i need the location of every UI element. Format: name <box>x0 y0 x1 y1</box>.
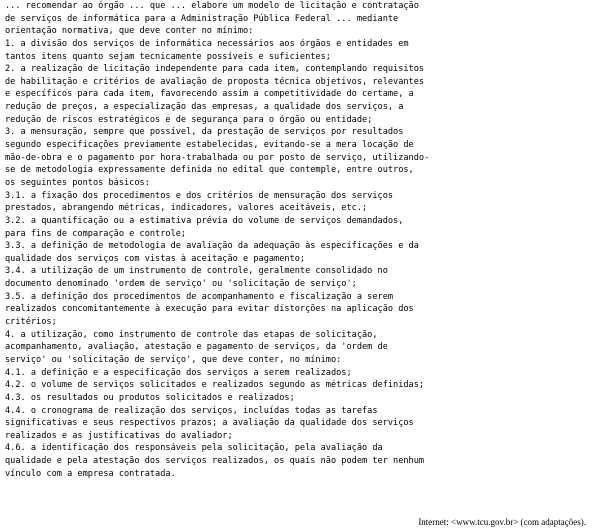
text-line: realizados e as justificativas do avaliador; <box>5 430 233 441</box>
text-line: acompanhamento, avaliação, atestação e pagamento de serviços, da 'ordem de <box>5 342 388 353</box>
text-line: prestados, abrangendo métricas, indicadores, valores aceitáveis, etc.; <box>5 203 368 214</box>
text-line: 4.2. o volume de serviços solicitados e realizados segundo as métricas definidas; <box>5 380 425 391</box>
text-line: realizados concomitantemente à execução para evitar distorções na aplicação dos <box>5 304 414 315</box>
text-line: tantos itens quanto sejam tecnicamente possíveis e suficientes; <box>5 51 331 62</box>
text-line: 4. a utilização, como instrumento de controle das etapas de solicitação, <box>5 329 378 340</box>
text-line: orientação normativa, que deve conter no mínimo: <box>5 26 254 37</box>
text-line: 3.2. a quantificação ou a estimativa prévia do volume de serviços demandados, <box>5 215 404 226</box>
text-line: 3.5. a definição dos procedimentos de acompanhamento e fiscalização a serem <box>5 291 394 302</box>
text-line: qualidade e pela atestação dos serviços realizados, os quais não podem ter nenhum <box>5 456 425 467</box>
text-line: redução de preços, a especialização das empresas, a qualidade dos serviços, a <box>5 102 404 113</box>
text-line: 2. a realização de licitação independente para cada item, contemplando requisitos <box>5 64 425 75</box>
text-line: segundo especificações previamente estabelecidas, evitando-se a mera locação de <box>5 140 414 151</box>
text-line: 3. a mensuração, sempre que possível, da prestação de serviços por resultados <box>5 127 404 138</box>
text-line: se de metodologia expressamente definida no edital que contemple, entre outros, <box>5 165 414 176</box>
text-line: 4.4. o cronograma de realização dos serviços, incluídas todas as tarefas <box>5 405 378 416</box>
document-body <box>5 0 589 480</box>
text-line: documento denominado 'ordem de serviço' ou 'solicitação de serviço'; <box>5 279 357 290</box>
text-line: critérios; <box>5 317 57 328</box>
text-line: de serviços de informática para a Administração Pública Federal ... mediante <box>5 13 399 24</box>
text-line: os seguintes pontos básicos: <box>5 177 150 188</box>
text-line: 1. a divisão dos serviços de informática necessários aos órgãos e entidades em <box>5 38 409 49</box>
text-line: mão-de-obra e o pagamento por hora-trabalhada ou por posto de serviço, utilizando- <box>5 152 430 163</box>
text-line: significativas e seus respectivos prazos; a avaliação da qualidade dos serviços <box>5 418 414 429</box>
text-line: e específicos para cada item, favorecendo assim a competitividade do certame, a <box>5 89 414 100</box>
text-line: ... recomendar ao órgão ... que ... elabore um modelo de licitação e contratação <box>5 1 419 11</box>
text-line: serviço' ou 'solicitação de serviço', que deve conter, no mínimo: <box>5 354 342 365</box>
text-line: 4.6. a identificação dos responsáveis pela solicitação, pela avaliação da <box>5 443 383 454</box>
text-line: vínculo com a empresa contratada. <box>5 468 176 479</box>
text-line: 3.1. a fixação dos procedimentos e dos critérios de mensuração dos serviços <box>5 190 394 201</box>
text-line: 3.3. a definição de metodologia de avaliação da adequação às especificações e da <box>5 241 419 252</box>
text-line: 4.3. os resultados ou produtos solicitados e realizados; <box>5 392 295 403</box>
text-line: qualidade dos serviços com vistas à aceitação e pagamento; <box>5 253 306 264</box>
source-citation: Internet: <www.tcu.gov.br> (com adaptações). <box>418 517 586 527</box>
text-line: 3.4. a utilização de um instrumento de controle, geralmente consolidado no <box>5 266 388 277</box>
text-line: 4.1. a definição e a especificação dos serviços a serem realizados; <box>5 367 352 378</box>
text-line: para fins de comparação e controle; <box>5 228 187 239</box>
text-line: redução de riscos estratégicos e de segurança para o órgão ou entidade; <box>5 114 373 125</box>
text-line: de habilitação e critérios de avaliação de proposta técnica objetivos, relevantes <box>5 76 425 87</box>
